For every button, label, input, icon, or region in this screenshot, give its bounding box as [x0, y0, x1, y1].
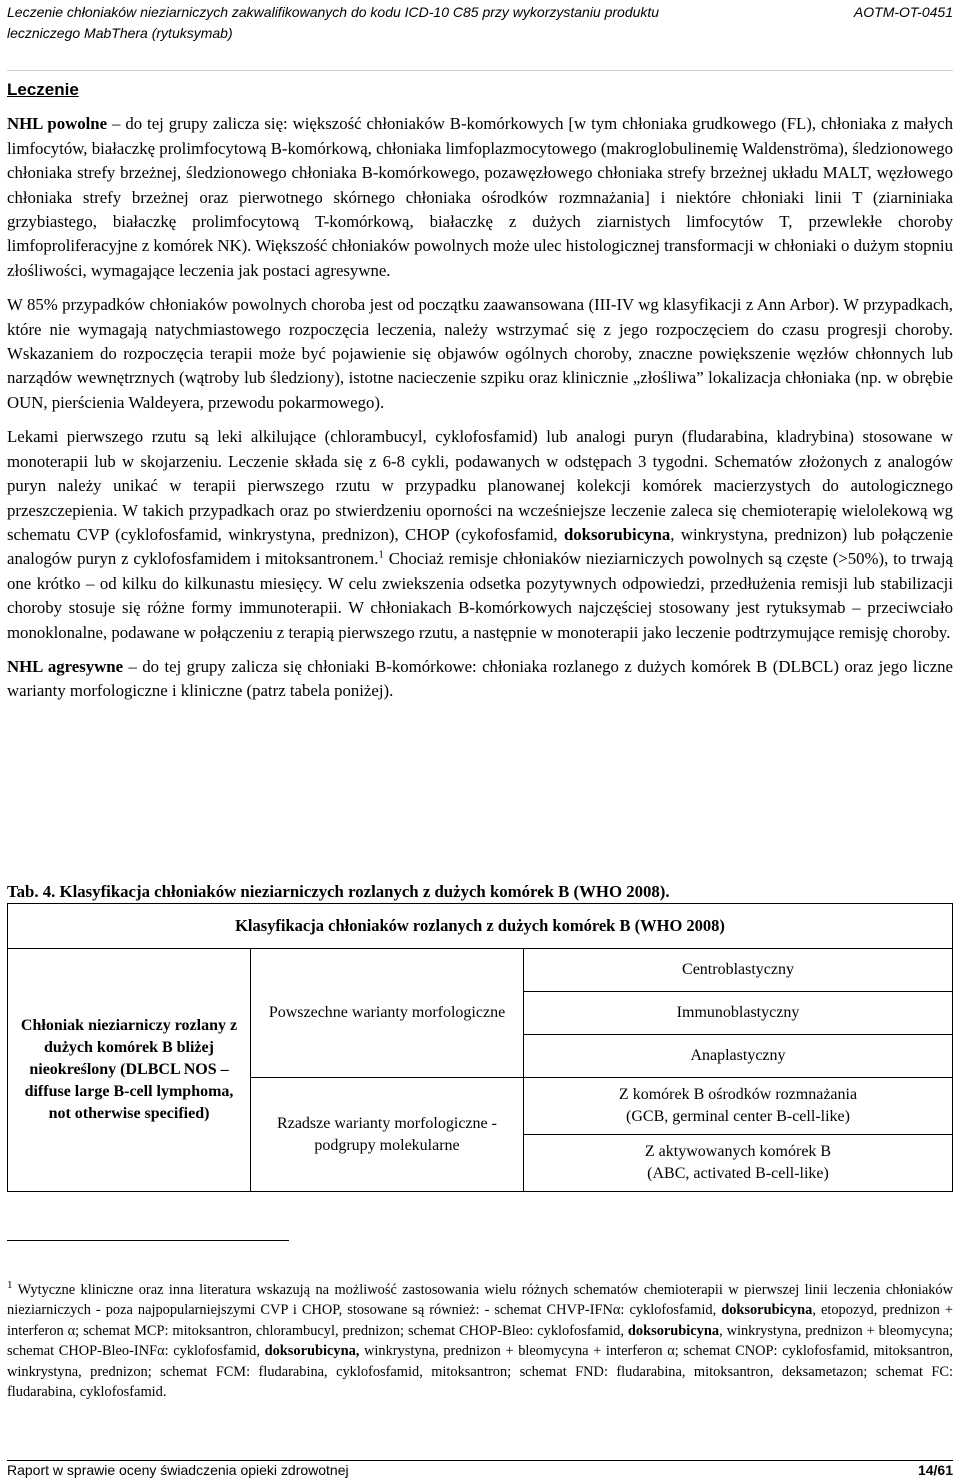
- section-title: Leczenie: [7, 80, 79, 99]
- variant-immunoblastic: Immunoblastyczny: [524, 992, 953, 1035]
- paragraph-nhl-powolne: [7, 112, 953, 283]
- footer-divider: [7, 1460, 953, 1461]
- dlbcl-nos-cell: Chłoniak nieziarniczy rozlany z dużych komórek B bliżej nieokreślony (DLBCL NOS – diffuse large B-cell lymphoma, not otherwise specified): [8, 949, 251, 1192]
- paragraph-leczenie-pierwszego-rzutu: [7, 425, 953, 645]
- term-nhl-agresywne: NHL agresywne: [7, 656, 124, 676]
- subgroup-abc-name: Z aktywowanych komórek B: [644, 1143, 832, 1160]
- subgroup-gcb: [524, 1078, 953, 1135]
- running-footer: [7, 1462, 953, 1478]
- classification-table: [7, 903, 953, 1192]
- table-title: Klasyfikacja chłoniaków rozlanych z dużych komórek B (WHO 2008): [8, 904, 953, 949]
- paragraph-text: – do tej grupy zalicza się chłoniaki B-komórkowe: chłoniaka rozlanego z dużych komórek B (DLBCL) oraz jego liczne warianty morfologiczne i kliniczne (patrz tabela poniżej).: [7, 656, 953, 701]
- common-variants-label: Powszechne warianty morfologiczne: [251, 949, 524, 1078]
- drug-name-bold: doksorubicyna: [721, 1302, 813, 1319]
- paragraph-text: Lekami pierwszego rzutu są leki alkilujące (chlorambucyl, cyklofosfamid) lub analogi puryn (fludarabina, kladrybina) stosowane w monoterapii lub w skojarzeniu. Leczenie składa się z 6-8 cykli, podawanych w odstępach 3 tygodni. Schematów złożonych z analogów puryn należy unikać w terapii pierwszego rzutu w przypadku planowanej kolekcji komórek macierzystych do autologicznego przeszczepienia. W takich przypadkach oraz po stwierdzeniu oporności na wcześniejsze leczenie zaleca się chemioterapię wielolekową wg schematu CVP (cyklofosfamid, winkrystyna, prednizon), CHOP (cykofosfamid,: [7, 427, 953, 544]
- footer-report-title: Raport w sprawie oceny świadczenia opieki zdrowotnej: [7, 1462, 349, 1478]
- drug-name-bold: doksorubicyna,: [264, 1343, 360, 1360]
- header-report-code: AOTM-OT-0451: [853, 4, 953, 20]
- rare-variants-label: Rzadsze warianty morfologiczne - podgrupy molekularne: [251, 1078, 524, 1192]
- subgroup-gcb-name: Z komórek B ośrodków rozmnażania: [618, 1086, 858, 1103]
- footnote: [7, 1280, 953, 1402]
- footnote-text: winkrystyna, prednizon + bleomycyna + interferon α; schemat CNOP: cyklofosfamid, mitoksantron, winkrystyna, prednizon; schemat FCM: fludarabina, cyklofosfamid, mitoksantron; schemat FND: fludarabina, mitoksantron, deksametazon; schemat FC: fludarabina, cyklofosfamid.: [7, 1343, 954, 1401]
- paragraph-text: – do tej grupy zalicza się: większość chłoniaków B-komórkowych [w tym chłoniaka grudkowego (FL), chłoniaka z małych limfocytów, białaczkę prolimfocytową B-komórkową, chłoniaka limfoplazmocytowego (makroglobulinemię Waldenströma), śledzionowego chłoniaka strefy brzeżnej, śledzionowego chłoniaka B-komórkowego, pozawęzłowego chłoniaka strefy brzeżnej układu MALT, węzłowego chłoniaka strefy brzeżnej oraz pierwotnego skórnego chłoniaka ośrodków rozmnażania] i niektóre chłoniaki linii T (ziarniniaka grzybiastego, białaczkę prolimfocytową T-komórkową, białaczkę z dużych ziarnistych limfocytów T, przewlekłe choroby limfoproliferacyjne z komórek NK). Większość chłoniaków powolnych może ulec histologicznej transformacji w chłoniaki o dużym stopniu złośliwości, wymagające leczenia jak postaci agresywne.: [7, 114, 953, 280]
- main-text: [7, 72, 953, 704]
- variant-anaplastic: Anaplastyczny: [524, 1035, 953, 1078]
- drug-name-bold: doksorubicyna: [563, 524, 671, 544]
- variant-centroblastic: Centroblastyczny: [524, 949, 953, 992]
- header-divider: [7, 70, 953, 71]
- paragraph-nhl-agresywne: [7, 655, 953, 704]
- page-number: 14/61: [917, 1462, 953, 1478]
- drug-name-bold: doksorubicyna: [627, 1322, 720, 1339]
- footnote-number: 1: [7, 1279, 13, 1292]
- footnote-text: , winkrystyna, prednizon + bleomycyna; schemat CHOP-Bleo-INFα: cyklofosfamid,: [7, 1322, 954, 1360]
- header-title-line1: Leczenie chłoniaków nieziarniczych zakwalifikowanych do kodu ICD-10 C85 przy wykorzystaniu produktu: [7, 4, 660, 20]
- paragraph-zaawansowanie: W 85% przypadków chłoniaków powolnych choroba jest od początku zaawansowana (III-IV wg klasyfikacji z Ann Arbor). W przypadkach, które nie wymagają natychmiastowego rozpoczęcia leczenia, należy wstrzymać się z jego rozpoczęciem do czasu progresji choroby. Wskazaniem do rozpoczęcia terapii może być pojawienie się objawów ogólnych choroby, znaczne powiększenie węzłów chłonnych lub narządów wewnętrznych (wątroby lub śledziony), istotne nacieczenie szpiku oraz klinicznie „złośliwa” lokalizacja chłoniaka (np. w obrębie OUN, pierścienia Waldeyera, przewodu pokarmowego).: [7, 295, 953, 412]
- subgroup-gcb-abbrev: (GCB, germinal center B-cell-like): [626, 1108, 850, 1125]
- footnote-divider: [7, 1240, 289, 1241]
- footnote-text: , etopozyd, prednizon + interferon α; schemat MCP: mitoksantron, chlorambucyl, prednizon; schemat CHOP-Bleo: cyklofosfamid,: [7, 1302, 953, 1339]
- footnote-reference[interactable]: 1: [378, 548, 384, 561]
- footnote-text: Wytyczne kliniczne oraz inna literatura wskazują na możliwość zastosowania wielu różnych schematów chemioterapii w pierwszej linii leczenia chłoniaków nieziarniczych - poza najpopularniejszymi CVP i CHOP, stosowane są również: - schemat CHVP-IFNα: cyklofosfamid,: [7, 1282, 953, 1319]
- paragraph-text: , winkrystyna, prednizon) lub połączenie analogów puryn z cyklofosfamidem i mitoksantronem.: [7, 524, 953, 569]
- term-nhl-powolne: NHL powolne: [7, 114, 108, 134]
- header-title-line2: leczniczego MabThera (rytuksymab): [7, 25, 233, 41]
- subgroup-abc: [524, 1135, 953, 1192]
- subgroup-abc-abbrev: (ABC, activated B-cell-like): [647, 1165, 829, 1182]
- running-header: [7, 2, 953, 44]
- paragraph-text: Chociaż remisje chłoniaków nieziarniczych powolnych są częste (>50%), to trwają one krótko – od kilku do kilkunastu miesięcy. W celu zwiekszenia odsetka pozytywnych odpowiedzi, przedłużenia remisji lub stabilizacji choroby stosuje się różne formy immunoterapii. W chłoniakach B-komórkowych najczęściej stosowany jest rytuksymab – przeciwciało monoklonalne, podawane w połączeniu z terapią pierwszego rzutu, a następnie w monoterapii jako leczenie podtrzymujące remisję choroby.: [7, 549, 953, 642]
- table-caption: Tab. 4. Klasyfikacja chłoniaków nieziarniczych rozlanych z dużych komórek B (WHO 2008).: [7, 882, 670, 901]
